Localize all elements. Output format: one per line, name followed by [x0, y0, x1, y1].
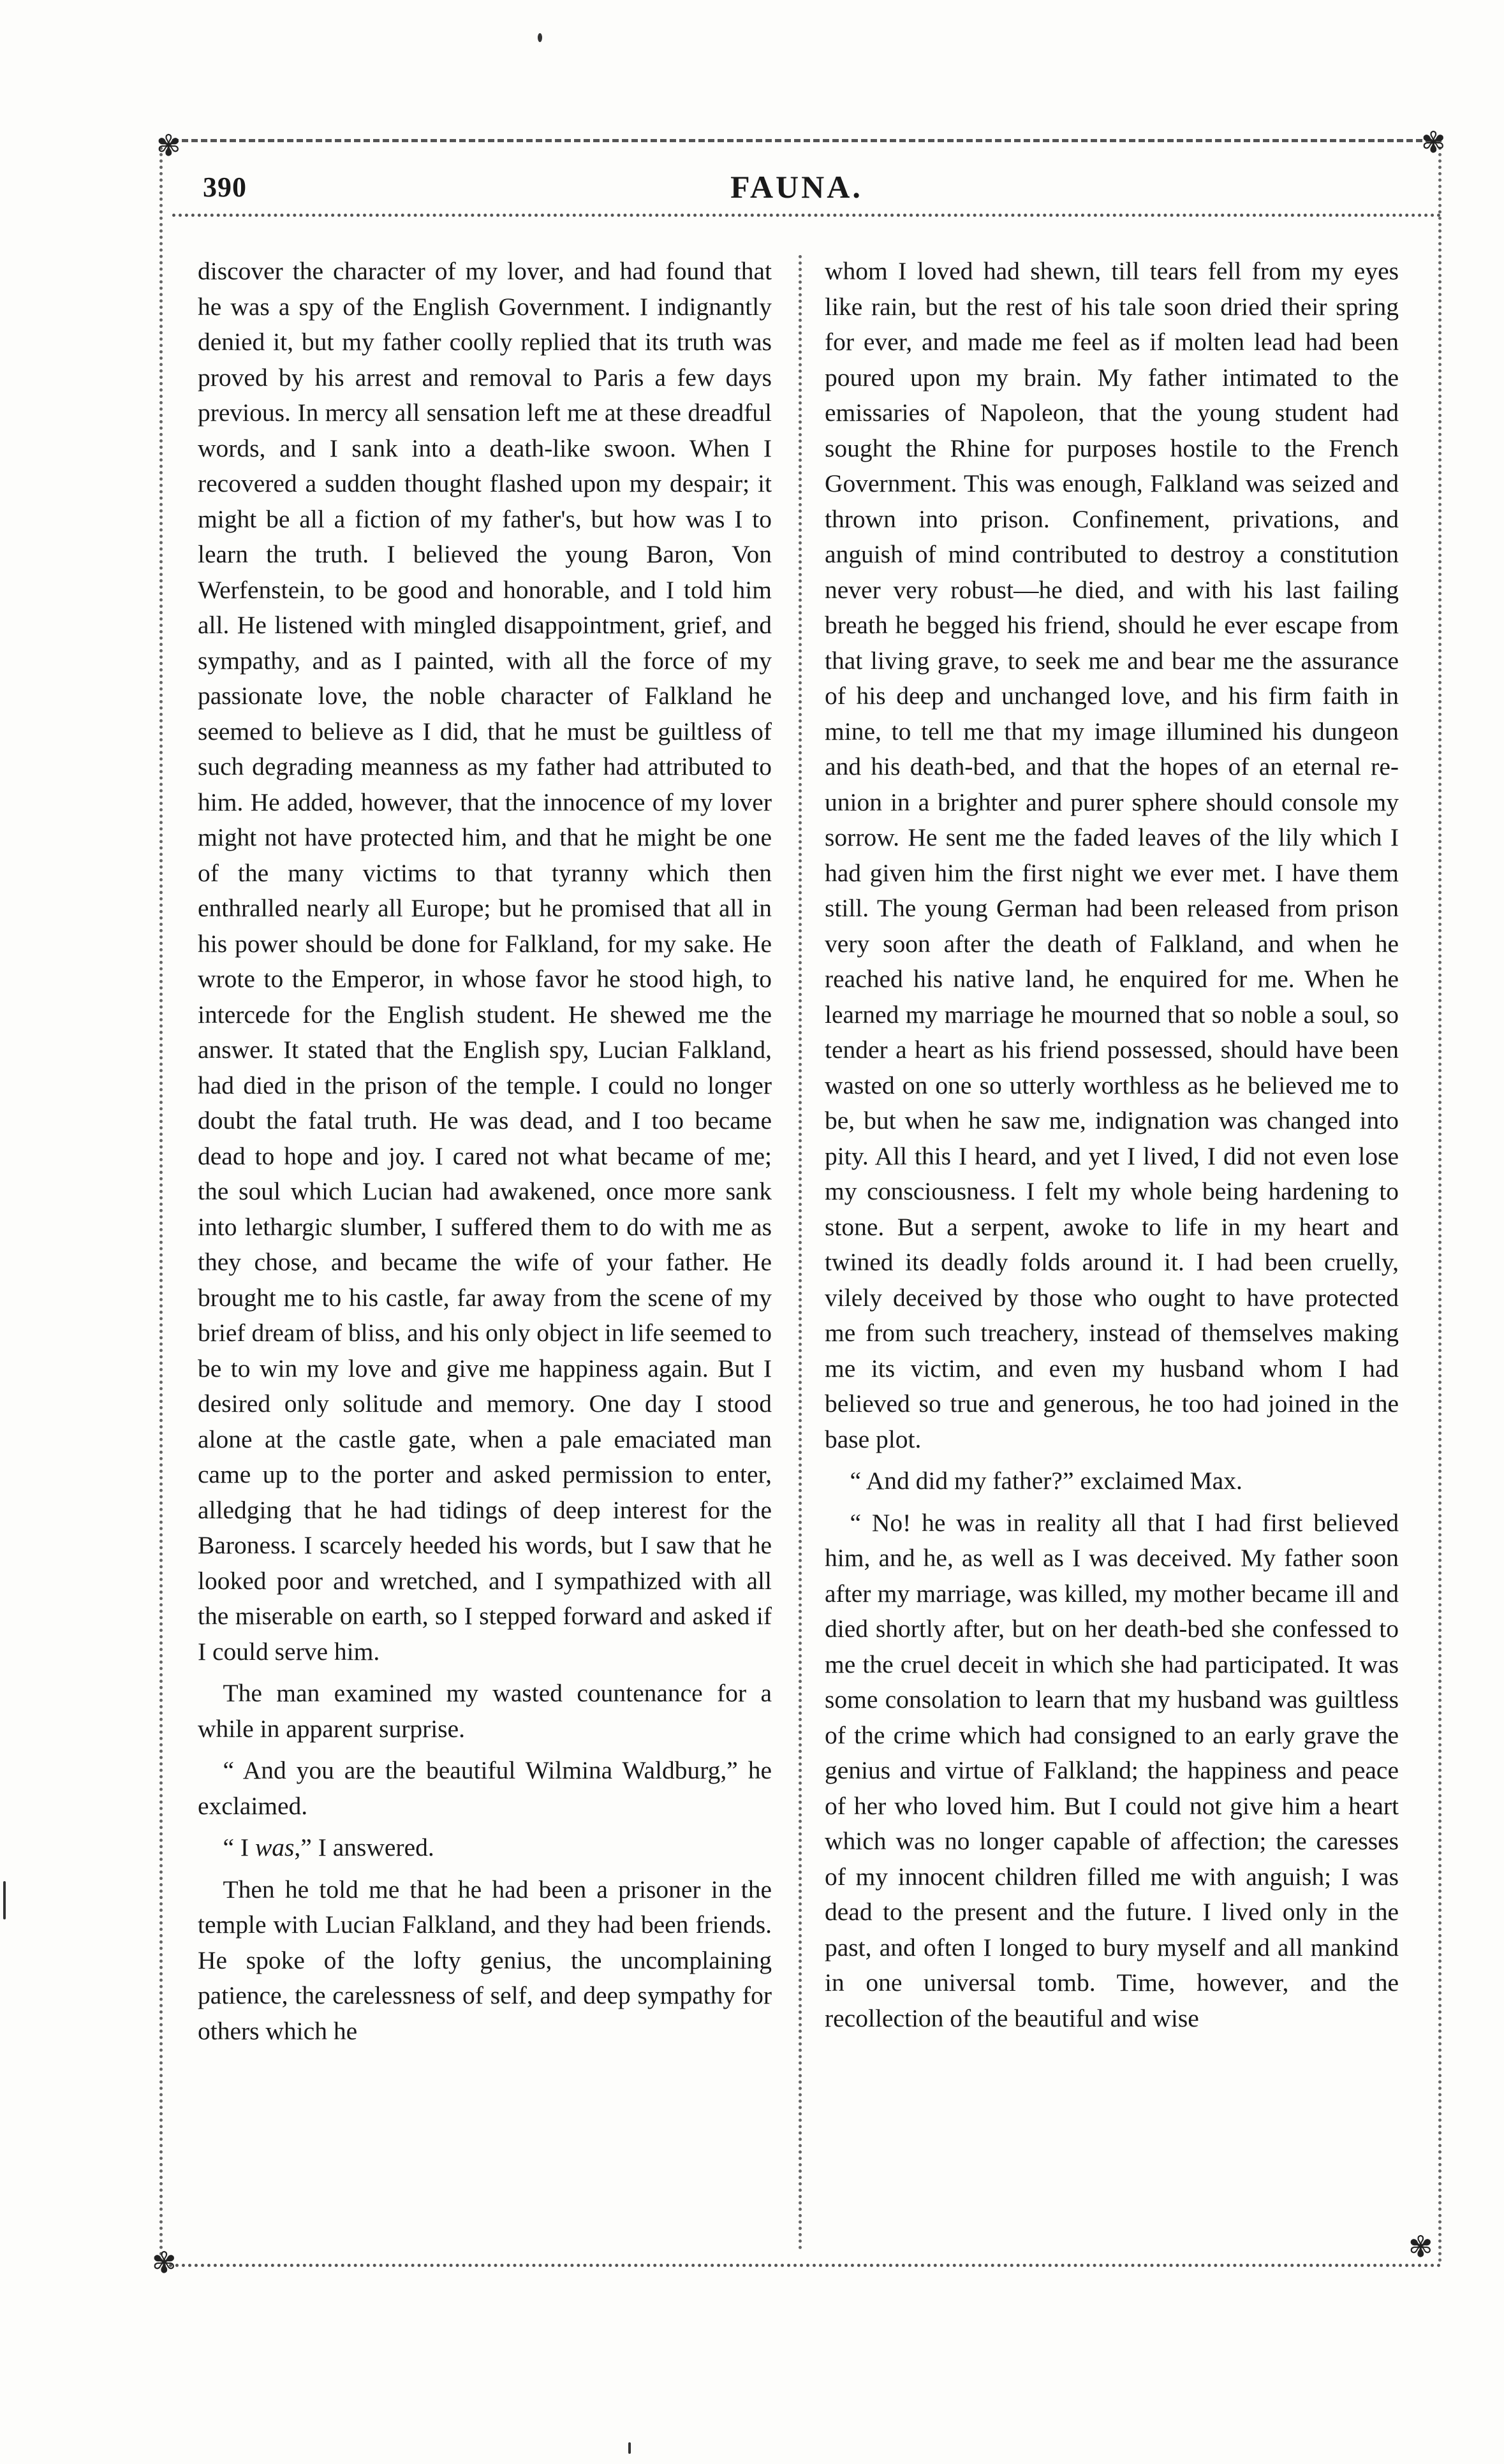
column-divider: [799, 255, 802, 2251]
scan-speck: [538, 33, 542, 42]
left-column: [198, 254, 772, 2055]
paragraph: discover the character of my lover, and had found that he was a spy of the English Government. I indignantly denied it, but my father coolly replied that its truth was proved by his arrest and removal to Paris a few days previous. In mercy all sensation left me at these dreadful words, and I sank into a death-like swoon. When I recovered a sudden thought flashed upon my despair; it might be all a fiction of my father's, but how was I to learn the truth. I believed the young Baron, Von Werfenstein, to be good and honorable, and I told him all. He listened with mingled disappointment, grief, and sympathy, and as I painted, with all the force of my passionate love, the noble character of Falkland he seemed to believe as I did, that he must be guiltless of such degrading meanness as my father had attributed to him. He added, however, that the innocence of my lover might not have protected him, and that he might be one of the many victims to that tyranny which then enthralled nearly all Europe; but he promised that all in his power should be done for Falkland, for my sake. He wrote to the Emperor, in whose favor he stood high, to intercede for the English student. He shewed me the answer. It stated that the English spy, Lucian Falkland, had died in the prison of the temple. I could no longer doubt the fatal truth. He was dead, and I too became dead to hope and joy. I cared not what became of me; the soul which Lucian had awakened, once more sank into lethargic slumber, I suffered them to do with me as they chose, and became the wife of your father. He brought me to his castle, far away from the scene of my brief dream of bliss, and his only object in life seemed to be to win my love and give me happiness again. But I desired only solitude and memory. One day I stood alone at the castle gate, when a pale emaciated man came up to the porter and asked permission to enter, alledging that he had tidings of deep interest for the Baroness. I scarcely heeded his words, but I saw that he looked poor and wretched, and I sympathized with all the miserable on earth, so I stepped forward and asked if I could serve him.: [198, 257, 772, 1666]
corner-ornament-icon: ✾: [152, 2245, 177, 2280]
dialogue-paragraph: [198, 1830, 772, 1866]
corner-ornament-icon: ✾: [1408, 2229, 1433, 2264]
dialogue-paragraph: “ And did my father?” exclaimed Max.: [850, 1467, 1242, 1495]
paragraph: whom I loved had shewn, till tears fell from my eyes like rain, but the rest of his tale soon dried their spring for ever, and made me feel as if molten lead had been poured upon my brain. My father intimated to the emissaries of Napoleon, that the young student had sought the Rhine for purposes hostile to the French Government. This was enough, Falkland was seized and thrown into prison. Confinement, privations, and anguish of mind contributed to destroy a constitution never very robust—he died, and with his last failing breath he begged his friend, should he ever escape from that living grave, to seek me and bear me the assurance of his deep and unchanged love, and his firm faith in mine, to tell me that my image illumined his dungeon and his death-bed, and that the hopes of an eternal re-union in a brighter and purer sphere should console my sorrow. He sent me the faded leaves of the lily which I had given him the first night we ever met. I have them still. The young German had been released from prison very soon after the death of Falkland, and when he reached his native land, he enquired for me. When he learned my marriage he mourned that so noble a soul, so tender a heart as his friend possessed, should have been wasted on one so utterly worthless as he believed me to be, but when he saw me, indignation was changed into pity. All this I heard, and yet I lived, I did not even lose my consciousness. I felt my whole being hardening to stone. But a serpent, awoke to life in my heart and twined its deadly folds around it. I had been cruelly, vilely deceived by those who ought to have protected me from such treachery, instead of themselves making me its victim, and even my husband whom I had believed so true and generous, he too had joined in the base plot.: [825, 257, 1399, 1453]
top-ornamental-border: [172, 139, 1441, 142]
scan-speck: [3, 1881, 6, 1919]
bottom-ornamental-border: [163, 2264, 1441, 2267]
dialogue-paragraph: “ No! he was in reality all that I had first believed him, and he, as well as I was deceived. My father soon after my marriage, was killed, my mother became ill and died shortly after, but on her death-bed she confessed to me the cruel deceit in which she had participated. It was some consolation to learn that my husband was guiltless of the crime which had consigned to an early grave the genius and virtue of Falkland; the happiness and peace of her who loved him. But I could not give him a heart which was no longer capable of affection; the caresses of my innocent children filled me with anguish; I was dead to the present and the future. I lived only in the past, and often I longed to bury myself and all mankind in one universal tomb. Time, however, and the recollection of the beautiful and wise: [825, 1508, 1399, 2032]
paragraph: The man examined my wasted countenance for a while in apparent surprise.: [198, 1679, 772, 1743]
scan-speck: [628, 2442, 631, 2454]
paragraph: Then he told me that he had been a prisoner in the temple with Lucian Falkland, and they had been friends. He spoke of the lofty genius, the uncomplaining patience, the carelessness of self, and deep sympathy for others which he: [198, 1875, 772, 2045]
right-column: [825, 254, 1399, 2042]
emphasized-word: was: [254, 1833, 295, 1861]
left-ornamental-border: [159, 147, 163, 2264]
corner-ornament-icon: ✾: [156, 128, 181, 163]
dialogue-open: “ I: [223, 1833, 255, 1861]
right-ornamental-border: [1438, 147, 1441, 2264]
running-title: FAUNA.: [730, 169, 863, 205]
dialogue-close: ,” I answered.: [294, 1833, 434, 1861]
header-ornamental-rule: [172, 214, 1441, 217]
dialogue-paragraph: “ And you are the beautiful Wilmina Waldburg,” he exclaimed.: [198, 1756, 772, 1820]
corner-ornament-icon: ✾: [1421, 125, 1446, 159]
page-number: 390: [203, 172, 247, 203]
